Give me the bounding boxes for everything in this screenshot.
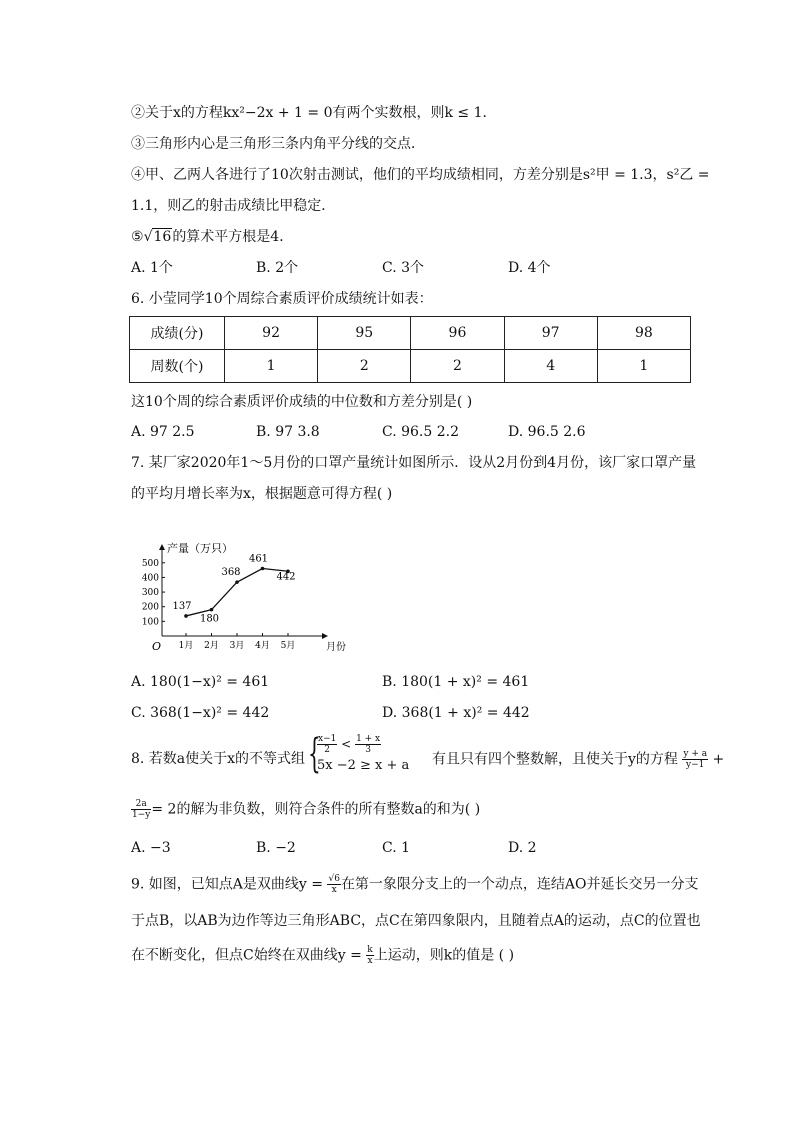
table-cell: 95 <box>318 317 411 350</box>
q7-option-c[interactable]: C. 368(1−x)² = 442 <box>131 705 270 721</box>
chart-series <box>172 553 295 624</box>
q6-option-a[interactable]: A. 97 2.5 <box>131 424 195 440</box>
inequality-2: 5x −2 ≥ x + a <box>317 758 410 773</box>
data-label: 461 <box>248 553 269 565</box>
fraction <box>682 749 708 770</box>
fraction <box>366 945 373 966</box>
y-tick-label: 300 <box>141 588 159 599</box>
q5-option-d[interactable]: D. 4个 <box>508 260 551 276</box>
denominator: 3 <box>365 745 371 755</box>
table-cell: 92 <box>225 317 318 350</box>
table-cell: 2 <box>318 350 411 383</box>
statement-4-text: ④甲、乙两人各进行了10次射击测试，他们的平均成绩相同，方差分别是 <box>131 167 583 183</box>
statement-5-mark: ⑤ <box>131 229 144 245</box>
q9-line-1 <box>131 874 699 895</box>
denominator: x <box>367 956 373 966</box>
q5-option-b[interactable]: B. 2个 <box>256 260 299 276</box>
q6-option-d[interactable]: D. 96.5 2.6 <box>508 424 586 440</box>
data-label: 442 <box>276 571 296 583</box>
numerator: √6 <box>328 874 340 884</box>
table-cell: 98 <box>597 317 690 350</box>
table-cell: 97 <box>504 317 597 350</box>
production-line-chart <box>140 540 346 660</box>
q6-option-b[interactable]: B. 97 3.8 <box>256 424 320 440</box>
x-axis-label: 月份 <box>326 642 346 653</box>
fraction <box>327 874 340 895</box>
q7-stem-line2: 的平均月增长率为x，根据题意可得方程( ) <box>131 486 393 502</box>
q9-line-3 <box>131 945 514 966</box>
y-axis-arrow-icon <box>159 544 165 550</box>
plus-sign: + <box>712 751 725 768</box>
q8-option-c[interactable]: C. 1 <box>382 840 411 856</box>
brace-icon: { <box>308 731 321 777</box>
y-axis-label: 产量（万只） <box>167 542 233 555</box>
q9-line-2: 于点B，以AB为边作等边三角形ABC，点C在第四象限内，且随着点A的运动，点C的位置也 <box>131 913 701 929</box>
statement-3: ③三角形内心是三角形三条内角平分线的交点． <box>131 136 425 152</box>
q6-stem: 6. 小莹同学10个周综合素质评价成绩统计如表： <box>131 291 433 307</box>
table-row <box>130 350 691 383</box>
less-than: < <box>341 737 352 751</box>
table-cell: 96 <box>411 317 504 350</box>
q8-stem-b-text: 有且只有四个整数解，且使关于y的方程 <box>432 751 678 768</box>
statement-5-text: 的算术平方根是4． <box>172 229 294 245</box>
sqrt-radicand: 16 <box>153 229 172 245</box>
q9-line-1-text-a: 9. 如图，已知点A是双曲线y = <box>131 876 324 893</box>
data-point <box>210 608 214 612</box>
statement-4a <box>131 165 710 185</box>
denominator: y−1 <box>686 760 705 770</box>
q5-option-c[interactable]: C. 3个 <box>382 260 425 276</box>
table-row <box>130 317 691 350</box>
q8-option-b[interactable]: B. −2 <box>256 840 296 856</box>
q9-line-3-text-b: 上运动，则k的值是 ( ) <box>373 947 515 964</box>
data-label: 137 <box>172 600 192 612</box>
q7-stem-line1: 7. 某厂家2020年1～5月份的口罩产量统计如图所示．设从2月份到4月份，该厂家口罩产量 <box>131 455 697 471</box>
data-point <box>235 580 239 584</box>
table-cell: 4 <box>504 350 597 383</box>
q8-stem-2-text: = 2的解为非负数，则符合条件的所有整数a的和为( ) <box>151 801 481 818</box>
q7-option-a[interactable]: A. 180(1−x)² = 461 <box>131 674 270 690</box>
y-tick-label: 200 <box>141 602 159 613</box>
numerator: 2a <box>131 799 151 810</box>
y-tick-label: 400 <box>141 573 159 584</box>
table-row-header: 周数(个) <box>130 350 225 383</box>
statement-5: ⑤√16的算术平方根是4． <box>131 229 294 245</box>
statement-4-variance: s²甲 = 1.3，s²乙 = <box>582 167 710 183</box>
data-label: 368 <box>221 567 241 579</box>
x-tick-label: 1月 <box>178 641 194 651</box>
x-tick-label: 2月 <box>204 641 219 651</box>
y-tick-label: 500 <box>141 558 159 569</box>
table-cell: 2 <box>411 350 504 383</box>
x-axis-arrow-icon <box>322 633 328 639</box>
data-label: 180 <box>199 613 220 625</box>
chart-ticks <box>142 559 296 651</box>
data-point <box>261 567 265 571</box>
numerator: x−1 <box>318 734 337 744</box>
numerator: y + a <box>683 749 708 759</box>
y-tick-label: 100 <box>141 617 159 628</box>
x-tick-label: 5月 <box>280 641 296 651</box>
statement-2: ②关于x的方程kx²−2x + 1 = 0有两个实数根，则k ≤ 1． <box>131 105 497 121</box>
data-point <box>184 614 188 618</box>
q8-option-a[interactable]: A. −3 <box>131 840 171 856</box>
numerator: 1 + x <box>356 734 381 744</box>
q7-option-d[interactable]: D. 368(1 + x)² = 442 <box>382 705 530 721</box>
fraction <box>131 799 151 820</box>
denominator: 2 <box>324 745 331 755</box>
q8-stem-b <box>432 749 724 770</box>
numerator: k <box>367 945 373 955</box>
denominator: x <box>331 885 337 895</box>
q9-line-3-text-a: 在不断变化，但点C始终在双曲线y = <box>131 947 362 964</box>
q7-option-b[interactable]: B. 180(1 + x)² = 461 <box>382 674 530 690</box>
inequality-1 <box>317 734 381 755</box>
q6-option-c[interactable]: C. 96.5 2.2 <box>382 424 459 440</box>
denominator: 1−y <box>132 810 151 820</box>
q5-option-a[interactable]: A. 1个 <box>131 260 173 276</box>
score-table <box>129 316 691 383</box>
fraction <box>317 734 337 755</box>
q8-stem-a: 8. 若数a使关于x的不等式组 <box>131 751 306 767</box>
q8-stem-2 <box>131 799 480 820</box>
origin-label: O <box>152 640 162 653</box>
table-cell: 1 <box>225 350 318 383</box>
q6-question: 这10个周的综合素质评价成绩的中位数和方差分别是( ) <box>131 394 473 410</box>
x-tick-label: 4月 <box>255 641 270 651</box>
table-cell: 1 <box>597 350 690 383</box>
fraction <box>355 734 381 755</box>
table-row-header: 成绩(分) <box>130 317 225 350</box>
x-tick-label: 3月 <box>229 641 245 651</box>
statement-4b: 1.1，则乙的射击成绩比甲稳定． <box>131 198 336 214</box>
q8-option-d[interactable]: D. 2 <box>508 840 537 856</box>
q9-line-1-text-b: 在第一象限分支上的一个动点，连结AO并延长交另一分支 <box>340 876 699 893</box>
